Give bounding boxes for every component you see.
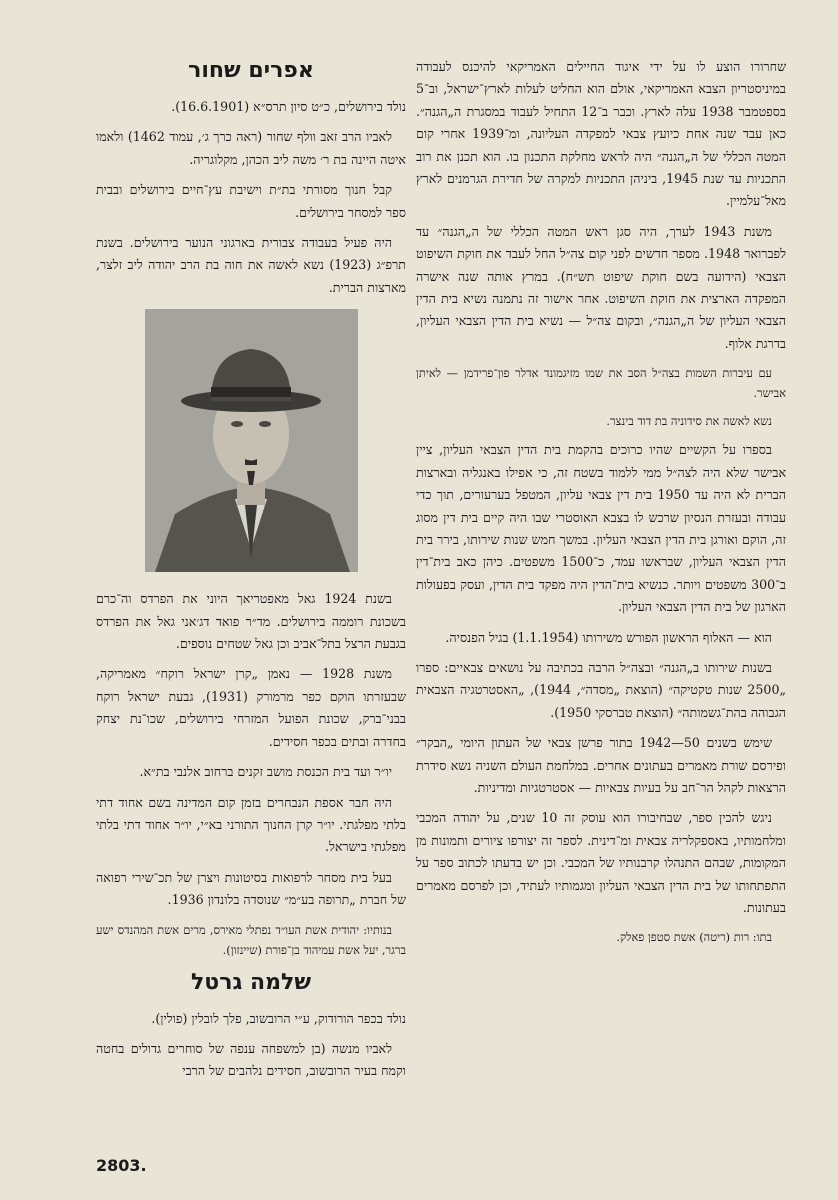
entry-heading: אפרים שחור (188, 58, 314, 83)
paragraph: בספרו על הקשיים שהיו כרוכים בהקמת בית הדין הצבאי העליון, ציין אבישר שלא היה לצה״ל ממי ללמוד בשטח זה, כי אפילו באנגליה ובארצות הברית לא היה עד 1950 בית דין צבאי עליון, המטפל בערעורים, תוך כדי עבודה ובעזרת הנסיון שרכש לו בצבא האוסטרי שבו היה קיים בית דין מסוג זה, הוקם ואורגן בית הדין הצבאי העליון. במשך חמש שנות שירותו, בירר בית הדין הצבאי העליון, שבראשו עמד, כ־1500 משפטים. כיהן כאב בית־דין ב־300 משפטים ויותר. כנשיא בית־הדין היה מפקד בית הדין, ועסק בפעולות הארגון של בית הדין הצבאי העליון. (416, 442, 786, 615)
left-column (96, 56, 406, 1091)
entry-heading: שלמה גרטל (190, 969, 311, 995)
paragraph: נולד בירושלים, כ״ט סיון תרס״א (16.6.1901). (171, 99, 406, 114)
paragraph: בתו: רות (ריטה) אשת סטפן פאלק. (616, 930, 772, 945)
paragraph: היה פעיל בעבודה צבורית בארגוני הנוער בירושלים. בשנת תרפ״ג (1923) נשא לאשה את חוה בת הרב יהודה ליב זלצר, מארצות הברית. (96, 235, 406, 295)
paragraph: בשנת 1924 גאל מאפטריאך היוני את הפרדס וה־כרם בשכונת רוממה בירושלים. מד״ר פואד דג׳אני גאל את הפרדס בגבעת הרצל בתל־אביב וכן גאל שטחים נוספים. (96, 591, 406, 652)
paragraph: הוא — האלוף הראשון הפורש משירותו (1.1.1954) בגיל הפנסיה. (445, 629, 772, 645)
portrait-photo (145, 309, 358, 572)
right-column (416, 56, 786, 955)
paragraph: שחרורו הוצע לו על ידי איגוד החיילים האמריקאי להיכנס לעבודה במיניסטריון הצבא האמריקאי, אולם הוא החליט לעלות לארץ־ישראל, וב־5 בספטמבר 1938 עלה לארץ. וכבר ב־12 התחיל לעבוד במסגרת ה„הגנה״. כאן עבד שנה אחת כיועץ צבאי למפקדה העליונה, ומ־1939 אחרי קום המטה הכללי של ה„הגנה״ היה לראש מחלקת התכנון בו. הוא תכנן את רוב התכניות עד שנת 1945, ביניהן התכניות למקרה של חדירת הגרמנים לארץ מאל־עלמיין. (416, 59, 787, 209)
paragraph: לאביו מנשה (בן למשפחה ענפה של סוחרים גדולים בחטה וקמח בעיר הרובשוב, חסידים נלהבים של הרבי (96, 1040, 406, 1079)
portrait-image (145, 309, 358, 572)
paragraph: בשנות שירותו ב„הגנה״ ובצה״ל הרבה בכתיבה על נושאים צבאיים: ספרו „2500 שנות טקטיקה״ (הוצאת „מסדה״, 1944), „האסטרטגיה הצבאית הגבוהה בהת־גשמותה״ (הוצאת טברסקי 1950). (416, 659, 786, 720)
paragraph: היה חבר אספת הנבחרים בזמן קום המדינה בשם אחוד דתי בלתי מפלגתי. יו״ר קרן החנוך התורני בא״י, יו״ר אחוד דתי בלתי מפלגתי בישראל. (96, 794, 406, 855)
page-number: 2803. (96, 1156, 147, 1175)
paragraph: נולד בכפר הורודוק, ע״י הרובשוב, פלך לובלין (פולין). (151, 1010, 406, 1026)
paragraph: עם עיברות השמות בצה״ל הסב את שמו מזיגמונד אדלר פון־פרידמן — לאיתן אבישר. (416, 366, 786, 401)
paragraph: קבל חנוך מסורתי בת״ת וישיבת עץ־חיים בירושלים ובבית ספר למסחר בירושלים. (96, 182, 406, 220)
paragraph: ניגש להכין ספר, שבחיבורו הוא עוסק זה 10 שנים, על יהודה המכבי ומלחמותיו, באספקלריה צבאית ומ־דינית. לספר זה יצורפו ציורים ותמונות מן המקומות, שבהם התנהלו קרבנותיו של המכבי. וכן יש בדעתו לכתוב ספר על התפתחותו של בית הדין הצבאי העליון ומגמותיו לעתיד, וכן לפרסם מאמרים בעתונות. (416, 810, 786, 915)
paragraph: לאביו הרב זאב וולף שחור (ראה כרך ג׳, עמוד 1462) ולאמו איטה היינה בת ר׳ משה ליב הכהן, מקלוגריה. (96, 129, 406, 167)
paragraph: משנת 1943 לערך, היה סגן ראש המטה הכללי של ה„הגנה״ עד לפברואר 1948. מספר חדשים לפני קום צה״ל החל לעבד את חוקת השיפוט הצבאי (הידועה בשם חוקת שיפוט תש״ח). במרץ אותה שנה אישרה המפקדה הארצית את חוקת השיפוט. אחר אישור זה נתמנה נשיא בית הדין הצבאי העליון של ה„הגנה״, ובקום צה״ל — נשיא בית הדין הצבאי העליון, בדרגת אלוף. (416, 223, 787, 351)
paragraph: יו״ר ועד בית הכנסת מושב זקנים ברחוב אלנבי בת״א. (139, 764, 392, 780)
paragraph: שימש בשנים 50—1942 בתור פרשן צבאי של העתון היומי „הבקר״ ופירסם שורת מאמרים בעתונים אחרים. במלחמת העולם השניה נשא סידרת הרצאות לקהל הר־חב על בעיות צבאיות — אסטרטגיות ומדיניות. (416, 735, 786, 795)
paragraph: בנותיו: יהודית אשת העו״ד נפתלי מאירס, מרים אשת המהנדס ישע ברגר, יעל אשת עמיהוד בן־פורת (שיינזון). (96, 922, 406, 957)
paragraph: בעל בית מסחר לרפואות בסיטונות ויצרן של תכ־שירי רפואה של חברת „תרופה בע״מ״ שנוסדה בלונדון 1936. (96, 869, 406, 908)
paragraph: משנת 1928 — נאמן „קרן ישראל רוקח״ מאמריקה, שבעזרתו הוקם כפר מרמורק (1931), גבעת ישראל רוקח בבני־ברק, שכונת הפועל המזרחי בירושלים, שכו־נת יצחק בחדרה ובתים בכפר חסידים. (96, 666, 406, 749)
paragraph: נשא לאשה את סידוניה בת דוד בינצר. (606, 414, 772, 429)
